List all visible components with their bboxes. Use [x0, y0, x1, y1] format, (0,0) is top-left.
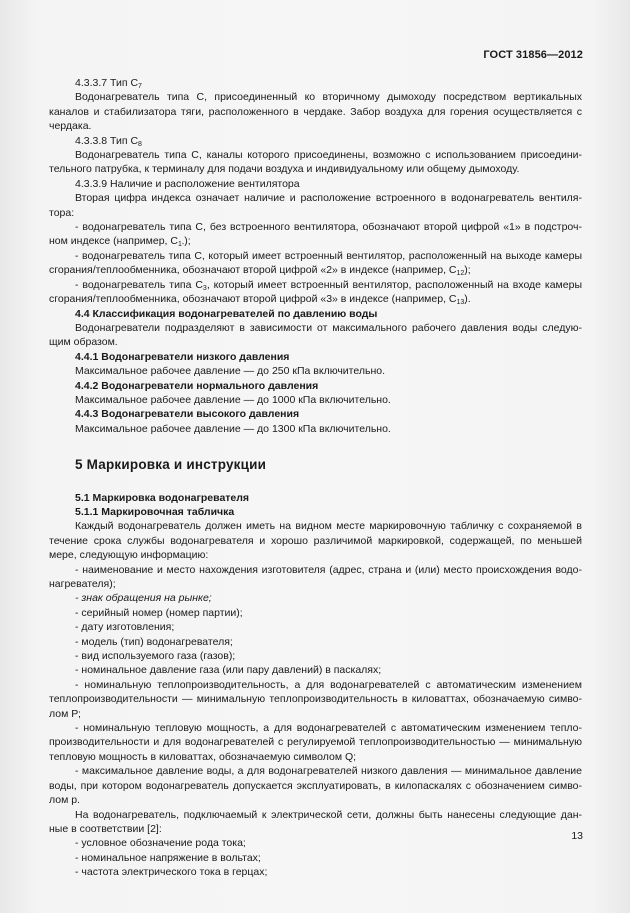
marking-item: - наименование и место нахождения изготовителя (адрес, страна и (или) место происхождения водо-нагревателя);: [49, 563, 582, 590]
section-5-1-title: 5.1 Маркировка водонагревателя: [75, 491, 250, 504]
marking-intro: Каждый водонагреватель должен иметь на видном месте маркировочную табличку с сохраняемой в течение срока службы водонагревателя и хорошо различимой маркировкой, содержащей, по меньшей мере, следующую информацию:: [49, 520, 582, 562]
section-4-4-3-title: 4.4.3 Водонагреватели высокого давления: [75, 408, 300, 421]
section-4-3-3-7-title: 4.3.3.7 Тип $С_7$: [75, 77, 142, 90]
section-4-4-1-text: Максимальное рабочее давление — до 250 кПа включительно.: [75, 365, 386, 378]
marking-item: - номинальную тепловую мощность, а для водонагревателей с автоматическим изменением тепло-производительности и для водонагревателей с регулируемой теплопроизводительностью — минимальную тепловую мощность в киловаттах, обозначаемую символом Q;: [49, 722, 582, 763]
section-4-4-text: Водонагреватели подразделяют в зависимости от максимального рабочего давления воды следую-щим образом.: [49, 321, 582, 349]
section-4-3-3-7-text: Водонагреватель типа С, присоединенный ко вторичному дымоходу посредством вертикальных каналов и стабилизатора тяги, расположенного в чердаке. Забор воздуха для горения осуществляется с чердака.: [49, 91, 582, 133]
page-number: 13: [571, 830, 583, 842]
marking-item: - максимальное давление воды, а для водонагревателей низкого давления — минимальное давление воды, при котором водонагреватель допускается эксплуатировать, в килопаскалях с обозначением симво-лом р.: [49, 765, 582, 807]
marking-item: - дату изготовления;: [75, 621, 175, 634]
document-id: ГОСТ 31856—2012: [483, 49, 583, 61]
electric-item: - частота электрического тока в герцах;: [75, 866, 268, 879]
marking-item: - вид используемого газа (газов);: [75, 650, 236, 663]
section-4-3-3-9-title: 4.3.3.9 Наличие и расположение вентилятора: [75, 177, 300, 190]
electric-item: - номинальное напряжение в вольтах;: [75, 851, 261, 864]
section-4-4-1-title: 4.4.1 Водонагреватели низкого давления: [75, 350, 290, 363]
section-4-4-title: 4.4 Классификация водонагревателей по давлению воды: [75, 307, 378, 320]
fan-item-2: - водонагреватель типа С, который имеет встроенный вентилятор, расположенный на выходе камеры сгорания/теплообменника, обозначают второй цифрой «2» в индексе (например, $С_{12}$);: [49, 249, 582, 278]
section-4-4-2-title: 4.4.2 Водонагреватели нормального давления: [75, 379, 319, 392]
fan-item-1: - водонагреватель типа С, без встроенного вентилятора, обозначают второй цифрой «1» в подстроч-ном индексе (например, $С_{1-}$);: [49, 221, 582, 249]
marking-item: - номинальное давление газа (или пару давлений) в паскалях;: [75, 664, 382, 677]
marking-item: - знак обращения на рынке;: [75, 592, 212, 605]
electric-item: - условное обозначение рода тока;: [75, 837, 246, 850]
electric-intro: На водонагреватель, подключаемый к электрической сети, должны быть нанесены следующие дан-ные в соответствии [2]:: [49, 808, 582, 835]
section-4-4-2-text: Максимальное рабочее давление — до 1000 кПа включительно.: [75, 393, 391, 406]
section-4-4-3-text: Максимальное рабочее давление — до 1300 кПа включительно.: [75, 422, 391, 435]
section-4-3-3-9-intro: Вторая цифра индекса означает наличие и расположение встроенного в водонагреватель вентиля-тора:: [49, 192, 582, 219]
section-5-heading: 5 Маркировка и инструкции: [75, 457, 267, 473]
marking-item: - модель (тип) водонагревателя;: [75, 635, 233, 648]
marking-item: - серийный номер (номер партии);: [75, 606, 243, 619]
section-5-1-1-title: 5.1.1 Маркировочная табличка: [75, 505, 235, 518]
marking-item: - номинальную теплопроизводительность, а для водонагревателей с автоматическим изменением теплопроизводительности — минимальную теплопроизводительность в киловаттах, обозначаемую симво-лом Р;: [49, 678, 582, 720]
document-body: [49, 76, 582, 880]
section-4-3-3-8-title: 4.3.3.8 Тип $С_8$: [75, 134, 142, 148]
fan-item-3: - водонагреватель типа $С_3$, который имеет встроенный вентилятор, расположенный на входе камеры сгорания/теплообменника, обозначают второй цифрой «3» в индексе (например, $С_{13}$).: [49, 278, 582, 307]
section-4-3-3-8-text: Водонагреватель типа С, каналы которого присоединены, возможно с использованием присоедини-тельного патрубка, к терминалу для подачи воздуха и индивидуальному или общему дымоходу.: [49, 149, 582, 176]
